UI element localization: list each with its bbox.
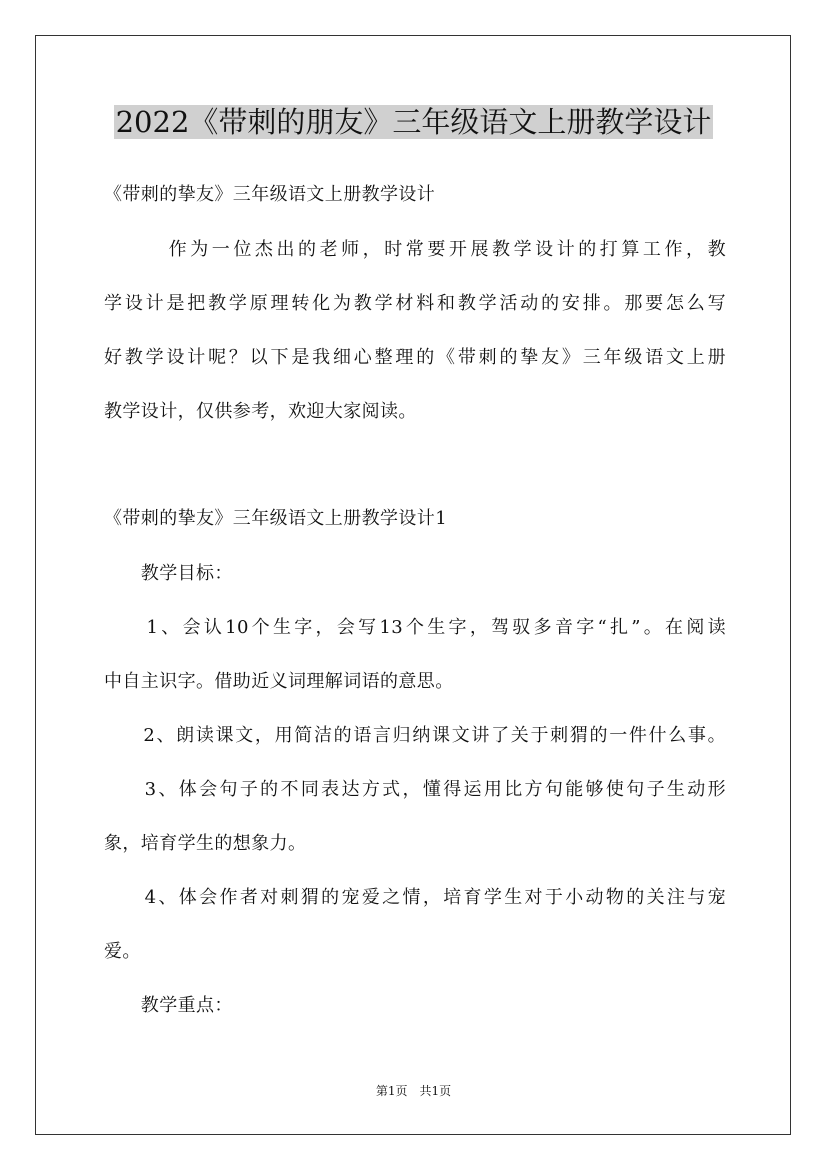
section-heading: 《带刺的挚友》三年级语文上册教学设计1	[104, 508, 448, 529]
document-title-text: 2022《带刺的朋友》三年级语文上册教学设计	[115, 105, 712, 139]
intro-line-1: 作为一位杰出的老师，时常要开展教学设计的打算工作，教	[104, 239, 726, 260]
key-points-heading: 教学重点：	[104, 995, 233, 1016]
intro-line-3: 好教学设计呢？以下是我细心整理的《带刺的挚友》三年级语文上册	[104, 347, 726, 368]
goal-1-line-2: 中自主识字。借助近义词理解词语的意思。	[104, 671, 454, 692]
goal-3-line-1: 3、体会句子的不同表达方式，懂得运用比方句能够使句子生动形	[104, 779, 726, 800]
page-number-footer: 第1页 共1页	[375, 1084, 452, 1098]
subtitle-line: 《带刺的挚友》三年级语文上册教学设计	[104, 184, 436, 205]
intro-line-4: 教学设计，仅供参考，欢迎大家阅读。	[104, 401, 417, 422]
goal-4-line-2: 爱。	[104, 941, 141, 962]
document-title	[0, 100, 827, 144]
goal-1-line-1: 1、会认10个生字，会写13个生字，驾驭多音字“扎”。在阅读	[104, 617, 726, 638]
intro-line-2: 学设计是把教学原理转化为教学材料和教学活动的安排。那要怎么写	[104, 293, 726, 314]
goal-4-line-1: 4、体会作者对刺猬的宠爱之情，培育学生对于小动物的关注与宠	[104, 887, 726, 908]
goal-2-line: 2、朗读课文，用简洁的语言归纳课文讲了关于刺猬的一件什么事。	[104, 725, 726, 746]
goal-3-line-2: 象，培育学生的想象力。	[104, 833, 307, 854]
goals-heading: 教学目标：	[104, 563, 233, 584]
